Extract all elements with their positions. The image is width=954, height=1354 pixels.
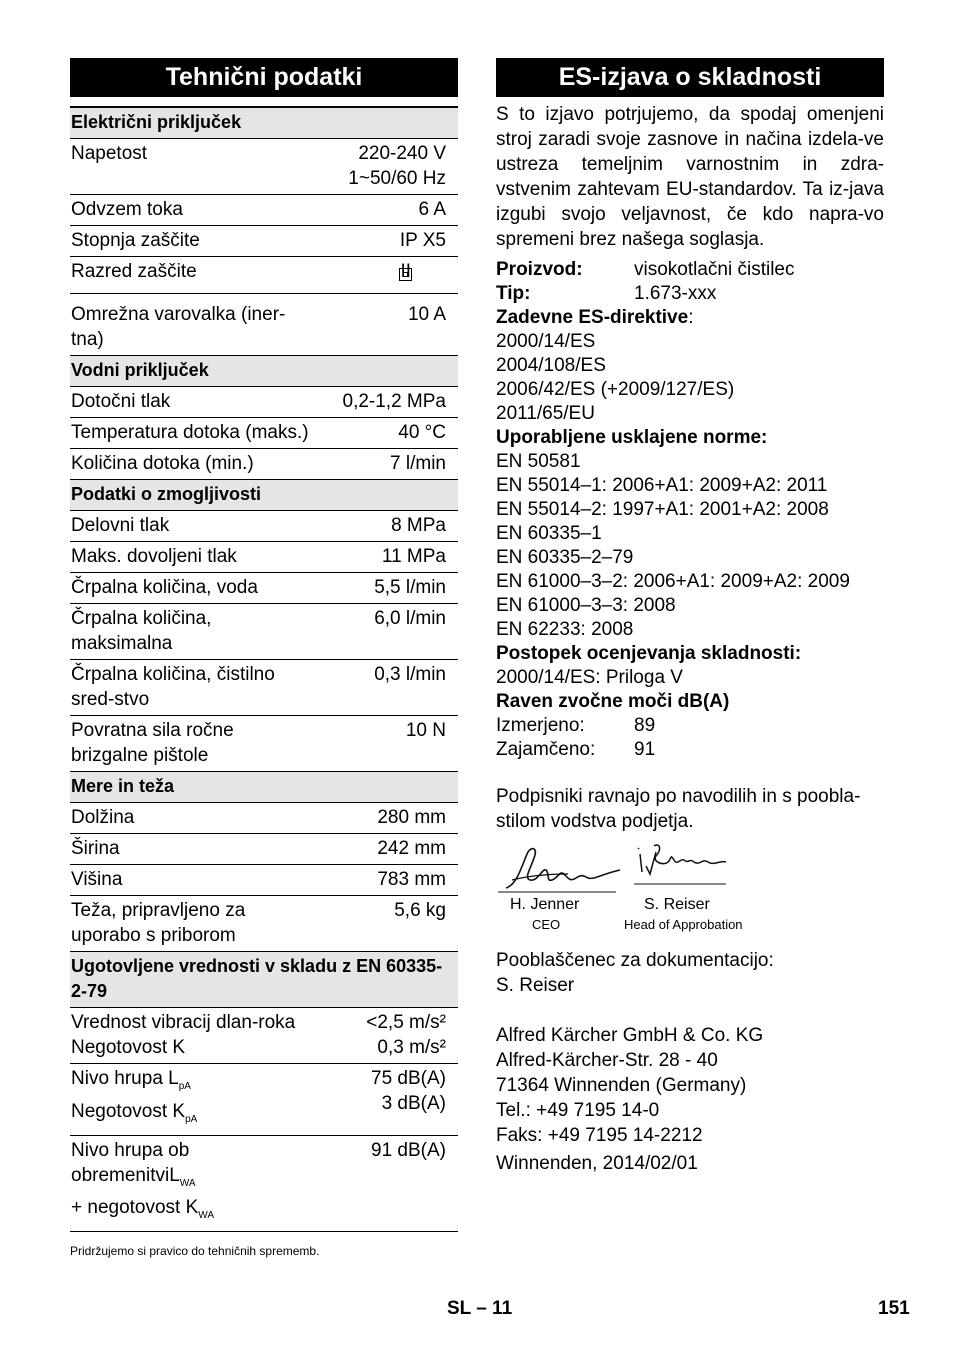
technical-data-title: Tehnični podatki — [70, 58, 458, 97]
table-row — [70, 1008, 458, 1064]
directive-item: 2006/42/ES (+2009/127/ES) — [496, 379, 735, 400]
value-line: 220-240 V — [358, 143, 446, 164]
table-row — [70, 865, 458, 896]
norm-item: EN 60335–1 — [496, 523, 602, 544]
value-line: 8 MPa — [391, 515, 446, 536]
table-row — [70, 449, 458, 480]
authorized-name: S. Reiser — [496, 975, 575, 996]
row-label: Razred zaščite — [71, 261, 197, 282]
table-row — [70, 418, 458, 449]
label-text: Negotovost K — [71, 1037, 186, 1058]
value-line: 40 °C — [398, 422, 446, 443]
row-label: Povratna sila ročne brizgalne pištole — [71, 720, 234, 766]
table-row — [70, 387, 458, 418]
row-value — [313, 662, 458, 712]
product-value: visokotlačni čistilec — [634, 259, 795, 280]
directive-item: 2011/65/EU — [496, 403, 595, 424]
row-value — [313, 197, 458, 222]
directive-item: 2000/14/ES — [496, 331, 596, 352]
row-label — [71, 1066, 313, 1132]
row-value — [313, 228, 458, 253]
row-value — [313, 606, 458, 656]
row-label: Širina — [71, 838, 120, 859]
row-label: Teža, pripravljeno za uporabo s priborom — [71, 900, 246, 946]
row-value — [313, 836, 458, 861]
guaranteed-row — [496, 738, 884, 762]
signer1-name: H. Jenner — [510, 896, 580, 913]
declaration-title: ES-izjava o skladnosti — [496, 58, 884, 97]
table-row — [70, 294, 458, 356]
language-page-label: SL – 11 — [447, 1298, 513, 1319]
guaranteed-value: 91 — [634, 739, 656, 760]
protection-class-icon — [399, 268, 412, 281]
row-value — [313, 259, 458, 284]
row-label: Količina dotoka (min.) — [71, 453, 254, 474]
measured-label: Izmerjeno: — [496, 715, 585, 736]
technical-data-table — [70, 106, 458, 1232]
norm-item: EN 50581 — [496, 451, 581, 472]
row-label-line — [71, 1138, 313, 1196]
signer1-role: CEO — [532, 917, 561, 932]
row-value — [313, 718, 458, 768]
label-text: + negotovost K — [71, 1197, 199, 1219]
row-label: Maks. dovoljeni tlak — [71, 546, 237, 567]
row-label: Črpalna količina, maksimalna — [71, 608, 212, 654]
row-value — [313, 302, 458, 352]
type-label: Tip: — [496, 283, 531, 304]
row-value — [313, 805, 458, 830]
value-line: 5,6 kg — [394, 900, 446, 921]
row-label: Odvzem toka — [71, 199, 183, 220]
table-row — [70, 604, 458, 660]
value-line: 3 dB(A) — [381, 1093, 446, 1114]
value-line: II — [400, 261, 411, 282]
table-row — [70, 834, 458, 865]
type-value: 1.673-xxx — [634, 283, 717, 304]
type-row — [496, 282, 884, 306]
table-group-header: Mere in teža — [70, 772, 458, 803]
company-line: Alfred-Kärcher-Str. 28 - 40 — [496, 1050, 718, 1071]
row-label: Stopnja zaščite — [71, 230, 200, 251]
value-line: <2,5 m/s² — [366, 1012, 446, 1033]
label-text: Nivo hrupa L — [71, 1068, 179, 1089]
product-row — [496, 258, 884, 282]
procedure-label: Postopek ocenjevanja skladnosti: — [496, 643, 802, 664]
table-row — [70, 139, 458, 195]
row-label — [71, 1010, 313, 1060]
company-line: Tel.: +49 7195 14-0 — [496, 1100, 660, 1121]
row-label-line — [71, 1195, 313, 1228]
directives-label: Zadevne ES-direktive — [496, 307, 689, 328]
directive-item: 2004/108/ES — [496, 355, 606, 376]
measured-value: 89 — [634, 715, 656, 736]
row-value — [313, 544, 458, 569]
value-line: 5,5 l/min — [374, 577, 446, 598]
value-line: 0,3 l/min — [374, 664, 446, 685]
company-line: Alfred Kärcher GmbH & Co. KG — [496, 1025, 764, 1046]
row-label: Napetost — [71, 143, 148, 164]
norm-item: EN 60335–2–79 — [496, 547, 634, 568]
label-text: Vrednost vibracij dlan-roka — [71, 1012, 296, 1033]
company-line: Faks: +49 7195 14-2212 — [496, 1125, 703, 1146]
declaration-column — [496, 58, 884, 1176]
row-value — [313, 451, 458, 476]
row-value — [313, 389, 458, 414]
technical-data-column — [70, 58, 458, 1258]
value-line: 1~50/60 Hz — [348, 168, 446, 189]
row-value — [313, 420, 458, 445]
value-line: 91 dB(A) — [371, 1139, 446, 1161]
label-text: Nivo hrupa ob obremenitviL — [71, 1139, 190, 1186]
table-group-header: Ugotovljene vrednosti v skladu z EN 60335-2-79 — [70, 952, 458, 1008]
company-address — [496, 1023, 884, 1148]
declaration-intro: S to izjavo potrjujemo, da spodaj omenjeni stroj zaradi svoje zasnove in načina izdela-ve ustreza temeljnim varnostnim in zdra-vstvenim zahtevam EU-standardov. Ta iz-java izgubi svojo veljavnost, če kdo napra-vo spremeni brez našega soglasja. — [496, 104, 884, 250]
norm-item: EN 61000–3–3: 2008 — [496, 595, 676, 616]
product-label: Proizvod: — [496, 259, 583, 280]
row-value — [313, 513, 458, 538]
signer2-name: S. Reiser — [644, 896, 710, 913]
row-label — [71, 1138, 313, 1229]
row-label: Višina — [71, 869, 123, 890]
value-line: 10 N — [405, 720, 446, 741]
label-text: Negotovost K — [71, 1100, 186, 1122]
table-row — [70, 195, 458, 226]
norm-item: EN 55014–2: 1997+A1: 2001+A2: 2008 — [496, 499, 829, 520]
norms-list — [496, 450, 884, 642]
place-date: Winnenden, 2014/02/01 — [496, 1153, 698, 1174]
table-row — [70, 896, 458, 952]
table-row — [70, 803, 458, 834]
value-line: IP X5 — [399, 230, 446, 251]
row-label: Delovni tlak — [71, 515, 170, 536]
value-line: 242 mm — [377, 838, 446, 859]
row-label: Dolžina — [71, 807, 135, 828]
row-value — [313, 141, 458, 191]
row-value — [313, 1010, 458, 1060]
footnote: Pridržujemo si pravico do tehničnih sprememb. — [70, 1244, 320, 1259]
directives-list — [496, 330, 884, 426]
value-line: 11 MPa — [381, 546, 446, 567]
value-line: 7 l/min — [390, 453, 446, 474]
value-line: 6,0 l/min — [374, 608, 446, 629]
value-line: 280 mm — [377, 807, 446, 828]
measured-row — [496, 714, 884, 738]
value-line: 0,3 m/s² — [377, 1037, 446, 1058]
row-label-line — [71, 1010, 313, 1035]
row-label: Črpalna količina, čistilno sred-stvo — [71, 664, 275, 710]
label-subscript: WA — [198, 1210, 215, 1222]
sound-power-label: Raven zvočne moči dB(A) — [496, 691, 730, 712]
signatories-text: Podpisniki ravnajo po navodilih in s poobla-stilom vodstva podjetja. — [496, 786, 861, 832]
table-row — [70, 511, 458, 542]
table-row — [70, 716, 458, 772]
row-label: Temperatura dotoka (maks.) — [71, 422, 309, 443]
label-subscript: pA — [178, 1080, 191, 1092]
value-line: 10 A — [407, 304, 446, 325]
value-line: 6 A — [418, 199, 446, 220]
norm-item: EN 55014–1: 2006+A1: 2009+A2: 2011 — [496, 475, 828, 496]
procedure-value: 2000/14/ES: Priloga V — [496, 667, 683, 688]
row-label-line — [71, 1035, 313, 1060]
value-line: 0,2-1,2 MPa — [342, 391, 446, 412]
value-line: 75 dB(A) — [371, 1068, 446, 1089]
table-row — [70, 1136, 458, 1233]
signer2-role: Head of Approbation — [624, 917, 743, 932]
row-label-line — [71, 1099, 313, 1132]
row-value — [313, 1066, 458, 1132]
row-label: Omrežna varovalka (iner-tna) — [71, 304, 286, 350]
table-row — [70, 226, 458, 257]
table-row — [70, 1064, 458, 1136]
label-subscript: WA — [179, 1177, 196, 1189]
row-label: Dotočni tlak — [71, 391, 171, 412]
row-value — [313, 1138, 458, 1229]
directives-heading: Zadevne ES-direktive: — [496, 307, 694, 328]
authorized-label: Pooblaščenec za dokumentacijo: — [496, 950, 774, 971]
table-row — [70, 542, 458, 573]
label-subscript: pA — [185, 1113, 198, 1125]
table-row — [70, 257, 458, 294]
norm-item: EN 62233: 2008 — [496, 619, 634, 640]
company-line: 71364 Winnenden (Germany) — [496, 1075, 747, 1096]
signatures — [496, 844, 884, 944]
signature-jenner — [498, 844, 628, 896]
table-row — [70, 660, 458, 716]
row-value — [313, 867, 458, 892]
row-label-line — [71, 1066, 313, 1099]
row-value — [313, 575, 458, 600]
row-label: Črpalna količina, voda — [71, 577, 258, 598]
table-group-header: Električni priključek — [70, 108, 458, 139]
value-line: 783 mm — [377, 869, 446, 890]
row-value — [313, 898, 458, 948]
guaranteed-label: Zajamčeno: — [496, 739, 596, 760]
signature-reiser — [634, 836, 734, 892]
table-group-header: Podatki o zmogljivosti — [70, 480, 458, 511]
table-group-header: Vodni priključek — [70, 356, 458, 387]
norm-item: EN 61000–3–2: 2006+A1: 2009+A2: 2009 — [496, 571, 850, 592]
table-row — [70, 573, 458, 604]
page-number: 151 — [878, 1298, 910, 1319]
norms-label: Uporabljene usklajene norme: — [496, 427, 768, 448]
